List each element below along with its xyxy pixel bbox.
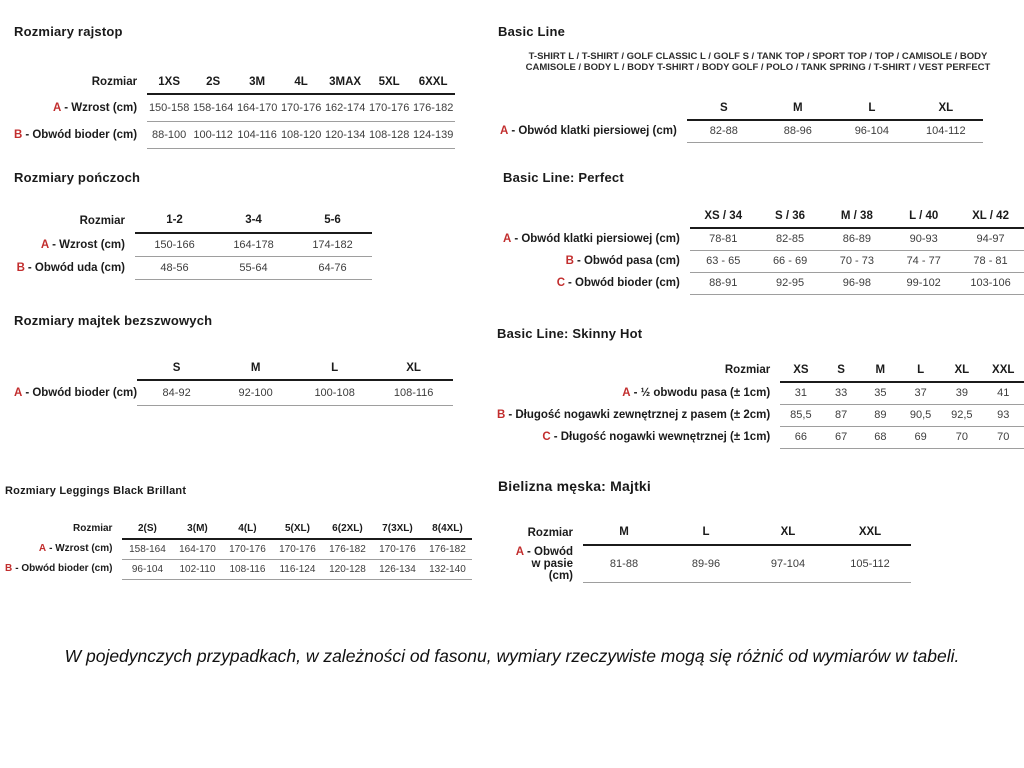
col-header: XL bbox=[909, 96, 983, 120]
measure-letter: C bbox=[556, 277, 566, 289]
empty-header-cell bbox=[500, 96, 687, 120]
empty-header-cell bbox=[14, 356, 137, 380]
size-value-cell: 103-106 bbox=[957, 272, 1024, 294]
table-rajstop bbox=[14, 70, 455, 149]
size-value-cell: 86-89 bbox=[823, 228, 890, 250]
col-header: XXL bbox=[982, 358, 1024, 382]
size-value-cell: 170-176 bbox=[367, 94, 411, 121]
col-header: 6(2XL) bbox=[322, 518, 372, 539]
size-value-cell: 96-98 bbox=[823, 272, 890, 294]
measure-letter: C bbox=[542, 431, 551, 443]
col-header: 3MAX bbox=[323, 70, 367, 94]
measure-letter: A bbox=[52, 101, 62, 114]
row-label bbox=[497, 382, 780, 404]
measure-letter: A bbox=[40, 238, 50, 251]
size-value-cell: 55-64 bbox=[214, 256, 293, 279]
size-value-cell: 88-91 bbox=[690, 272, 757, 294]
table-leggings bbox=[5, 518, 472, 580]
measure-letter: B bbox=[14, 128, 23, 141]
col-header: 3(M) bbox=[172, 518, 222, 539]
size-value-cell: 108-120 bbox=[279, 121, 323, 148]
size-value-cell: 99-102 bbox=[890, 272, 957, 294]
row-label bbox=[14, 256, 135, 279]
row-label-text: - Długość nogawki wewnętrznej (± 1cm) bbox=[553, 431, 771, 443]
size-value-cell: 170-176 bbox=[222, 539, 272, 559]
size-value-cell: 102-110 bbox=[172, 559, 222, 579]
row-label bbox=[14, 233, 135, 256]
size-value-cell: 176-182 bbox=[411, 94, 455, 121]
size-value-cell: 74 - 77 bbox=[890, 250, 957, 272]
col-header: XL bbox=[941, 358, 982, 382]
col-header: 5XL bbox=[367, 70, 411, 94]
size-value-cell: 100-112 bbox=[191, 121, 235, 148]
col-header: XXL bbox=[829, 520, 911, 545]
size-value-cell: 96-104 bbox=[835, 120, 909, 142]
section-title-basic-line: Basic Line bbox=[498, 24, 566, 39]
size-value-cell: 108-116 bbox=[222, 559, 272, 579]
col-header: L bbox=[295, 356, 374, 380]
size-value-cell: 93 bbox=[982, 404, 1024, 426]
row-label-text: - Obwód bioder (cm) bbox=[15, 563, 113, 574]
size-value-cell: 88-100 bbox=[147, 121, 191, 148]
row-label-text: - Obwód klatki piersiowej (cm) bbox=[514, 233, 680, 245]
section-title-skinny-hot: Basic Line: Skinny Hot bbox=[497, 326, 643, 341]
size-value-cell: 120-134 bbox=[323, 121, 367, 148]
col-header: 6XXL bbox=[411, 70, 455, 94]
size-value-cell: 37 bbox=[900, 382, 941, 404]
size-value-cell: 132-140 bbox=[422, 559, 472, 579]
col-header: 4(L) bbox=[222, 518, 272, 539]
table-majtki-meskie bbox=[505, 520, 911, 583]
size-value-cell: 70 bbox=[941, 426, 982, 448]
col-header: M bbox=[216, 356, 295, 380]
section-title-ponczochy: Rozmiary pończoch bbox=[14, 170, 141, 185]
row-label-text: - Obwód w pasie (cm) bbox=[527, 545, 573, 582]
table-majtki-bezszwowe bbox=[14, 356, 453, 406]
measure-letter: A bbox=[503, 233, 512, 245]
row-label-text: - Długość nogawki zewnętrznej z pasem (± 2cm) bbox=[508, 409, 771, 421]
size-row-header: Rozmiar bbox=[73, 523, 113, 534]
size-value-cell: 81-88 bbox=[583, 545, 665, 582]
row-label-text: - Obwód bioder (cm) bbox=[25, 128, 138, 141]
col-header: S bbox=[687, 96, 761, 120]
size-value-cell: 39 bbox=[941, 382, 982, 404]
size-value-cell: 64-76 bbox=[293, 256, 372, 279]
size-value-cell: 116-124 bbox=[272, 559, 322, 579]
size-value-cell: 164-178 bbox=[214, 233, 293, 256]
row-label-text: - Obwód bioder (cm) bbox=[25, 386, 138, 399]
col-header: 8(4XL) bbox=[422, 518, 472, 539]
row-label-text: - Obwód bioder (cm) bbox=[568, 277, 680, 289]
measure-letter: B bbox=[565, 255, 574, 267]
size-row-header: Rozmiar bbox=[527, 526, 573, 539]
col-header: M / 38 bbox=[823, 204, 890, 228]
row-label bbox=[503, 272, 690, 294]
size-value-cell: 104-116 bbox=[235, 121, 279, 148]
size-value-cell: 100-108 bbox=[295, 380, 374, 405]
size-value-cell: 158-164 bbox=[191, 94, 235, 121]
size-value-cell: 94-97 bbox=[957, 228, 1024, 250]
col-header: 5(XL) bbox=[272, 518, 322, 539]
size-value-cell: 66 - 69 bbox=[757, 250, 824, 272]
size-value-cell: 150-158 bbox=[147, 94, 191, 121]
col-header: 3M bbox=[235, 70, 279, 94]
size-value-cell: 89-96 bbox=[665, 545, 747, 582]
col-header: XL bbox=[374, 356, 453, 380]
size-row-header: Rozmiar bbox=[79, 214, 125, 227]
measure-letter: A bbox=[38, 543, 47, 554]
size-row-header: Rozmiar bbox=[724, 364, 771, 376]
product-list-line: CAMISOLE / BODY L / BODY T-SHIRT / BODY GOLF / POLO / TANK SPRING / T-SHIRT / VEST PERFECT bbox=[525, 62, 991, 73]
size-value-cell: 158-164 bbox=[122, 539, 172, 559]
col-header: S / 36 bbox=[757, 204, 824, 228]
size-value-cell: 89 bbox=[861, 404, 900, 426]
col-header: 1XS bbox=[147, 70, 191, 94]
size-row-header: Rozmiar bbox=[91, 76, 138, 88]
col-header: XL bbox=[747, 520, 829, 545]
product-list-line: T-SHIRT L / T-SHIRT / GOLF CLASSIC L / GOLF S / TANK TOP / SPORT TOP / TOP / CAMISOLE / BODY bbox=[528, 51, 988, 62]
product-list bbox=[503, 51, 1013, 73]
row-label bbox=[14, 94, 147, 121]
size-value-cell: 82-88 bbox=[687, 120, 761, 142]
row-label bbox=[5, 559, 122, 579]
size-value-cell: 174-182 bbox=[293, 233, 372, 256]
row-label-text: - Wzrost (cm) bbox=[52, 238, 125, 251]
measure-letter: A bbox=[515, 545, 524, 558]
measure-letter: B bbox=[497, 409, 506, 421]
size-value-cell: 78-81 bbox=[690, 228, 757, 250]
measure-letter: A bbox=[500, 125, 509, 137]
size-value-cell: 150-166 bbox=[135, 233, 214, 256]
col-header: S bbox=[137, 356, 216, 380]
row-label bbox=[505, 545, 583, 582]
size-value-cell: 78 - 81 bbox=[957, 250, 1024, 272]
measure-letter: A bbox=[622, 387, 631, 399]
size-value-cell: 87 bbox=[822, 404, 861, 426]
row-label-text: - Wzrost (cm) bbox=[64, 101, 138, 114]
size-value-cell: 90-93 bbox=[890, 228, 957, 250]
size-value-cell: 170-176 bbox=[272, 539, 322, 559]
col-header: XL / 42 bbox=[957, 204, 1024, 228]
col-header: 2S bbox=[191, 70, 235, 94]
size-value-cell: 162-174 bbox=[323, 94, 367, 121]
col-header: M bbox=[583, 520, 665, 545]
col-header: XS bbox=[780, 358, 821, 382]
size-value-cell: 164-170 bbox=[235, 94, 279, 121]
size-value-cell: 176-182 bbox=[322, 539, 372, 559]
col-header: 7(3XL) bbox=[372, 518, 422, 539]
col-header: S bbox=[822, 358, 861, 382]
col-header: 2(S) bbox=[122, 518, 172, 539]
size-value-cell: 69 bbox=[900, 426, 941, 448]
section-title-leggings: Rozmiary Leggings Black Brillant bbox=[5, 485, 187, 497]
row-label bbox=[14, 121, 147, 148]
size-value-cell: 88-96 bbox=[761, 120, 835, 142]
col-header: XS / 34 bbox=[690, 204, 757, 228]
row-label-text: - Obwód klatki piersiowej (cm) bbox=[511, 125, 677, 137]
section-title-perfect: Basic Line: Perfect bbox=[503, 170, 624, 185]
col-header: 1-2 bbox=[135, 208, 214, 233]
table-basic-line bbox=[500, 96, 983, 143]
size-value-cell: 70 - 73 bbox=[823, 250, 890, 272]
measure-letter: B bbox=[5, 563, 13, 574]
size-value-cell: 92-95 bbox=[757, 272, 824, 294]
col-header: M bbox=[761, 96, 835, 120]
size-value-cell: 92-100 bbox=[216, 380, 295, 405]
size-value-cell: 176-182 bbox=[422, 539, 472, 559]
row-label bbox=[497, 404, 780, 426]
measure-letter: A bbox=[14, 386, 23, 399]
size-value-cell: 105-112 bbox=[829, 545, 911, 582]
empty-header-cell bbox=[503, 204, 690, 228]
row-label bbox=[500, 120, 687, 142]
row-label-text: - Obwód pasa (cm) bbox=[576, 255, 680, 267]
col-header: M bbox=[861, 358, 900, 382]
row-label-text: - Obwód uda (cm) bbox=[27, 261, 125, 274]
table-skinny-hot bbox=[497, 358, 1024, 449]
section-title-majtki-bezszwowe: Rozmiary majtek bezszwowych bbox=[14, 313, 213, 328]
col-header: 5-6 bbox=[293, 208, 372, 233]
row-label-text: - ½ obwodu pasa (± 1cm) bbox=[633, 387, 771, 399]
col-header: L bbox=[835, 96, 909, 120]
table-perfect bbox=[503, 204, 1024, 295]
size-value-cell: 90,5 bbox=[900, 404, 941, 426]
size-value-cell: 120-128 bbox=[322, 559, 372, 579]
row-label bbox=[497, 426, 780, 448]
row-label bbox=[503, 228, 690, 250]
section-title-majtki-meskie: Bielizna męska: Majtki bbox=[498, 478, 652, 494]
size-value-cell: 33 bbox=[822, 382, 861, 404]
size-value-cell: 63 - 65 bbox=[690, 250, 757, 272]
col-header: 3-4 bbox=[214, 208, 293, 233]
size-value-cell: 170-176 bbox=[279, 94, 323, 121]
size-value-cell: 104-112 bbox=[909, 120, 983, 142]
size-value-cell: 164-170 bbox=[172, 539, 222, 559]
size-value-cell: 82-85 bbox=[757, 228, 824, 250]
size-value-cell: 48-56 bbox=[135, 256, 214, 279]
size-value-cell: 124-139 bbox=[411, 121, 455, 148]
col-header: L / 40 bbox=[890, 204, 957, 228]
row-label bbox=[14, 380, 137, 405]
size-value-cell: 66 bbox=[780, 426, 821, 448]
size-value-cell: 35 bbox=[861, 382, 900, 404]
row-label-text: - Wzrost (cm) bbox=[49, 543, 113, 554]
size-value-cell: 85,5 bbox=[780, 404, 821, 426]
size-value-cell: 170-176 bbox=[372, 539, 422, 559]
size-value-cell: 97-104 bbox=[747, 545, 829, 582]
col-header: L bbox=[665, 520, 747, 545]
size-value-cell: 108-116 bbox=[374, 380, 453, 405]
size-value-cell: 68 bbox=[861, 426, 900, 448]
section-title-rajstop: Rozmiary rajstop bbox=[14, 24, 123, 39]
row-label bbox=[5, 539, 122, 559]
size-value-cell: 108-128 bbox=[367, 121, 411, 148]
size-value-cell: 31 bbox=[780, 382, 821, 404]
measure-letter: B bbox=[16, 261, 25, 274]
col-header: L bbox=[900, 358, 941, 382]
size-value-cell: 92,5 bbox=[941, 404, 982, 426]
size-value-cell: 67 bbox=[822, 426, 861, 448]
size-value-cell: 41 bbox=[982, 382, 1024, 404]
size-value-cell: 70 bbox=[982, 426, 1024, 448]
size-value-cell: 84-92 bbox=[137, 380, 216, 405]
size-value-cell: 126-134 bbox=[372, 559, 422, 579]
size-value-cell: 96-104 bbox=[122, 559, 172, 579]
col-header: 4L bbox=[279, 70, 323, 94]
table-ponczochy bbox=[14, 208, 372, 280]
disclaimer-note: W pojedynczych przypadkach, w zależności od fasonu, wymiary rzeczywiste mogą się różnić od wymiarów w tabeli. bbox=[64, 646, 960, 666]
row-label bbox=[503, 250, 690, 272]
